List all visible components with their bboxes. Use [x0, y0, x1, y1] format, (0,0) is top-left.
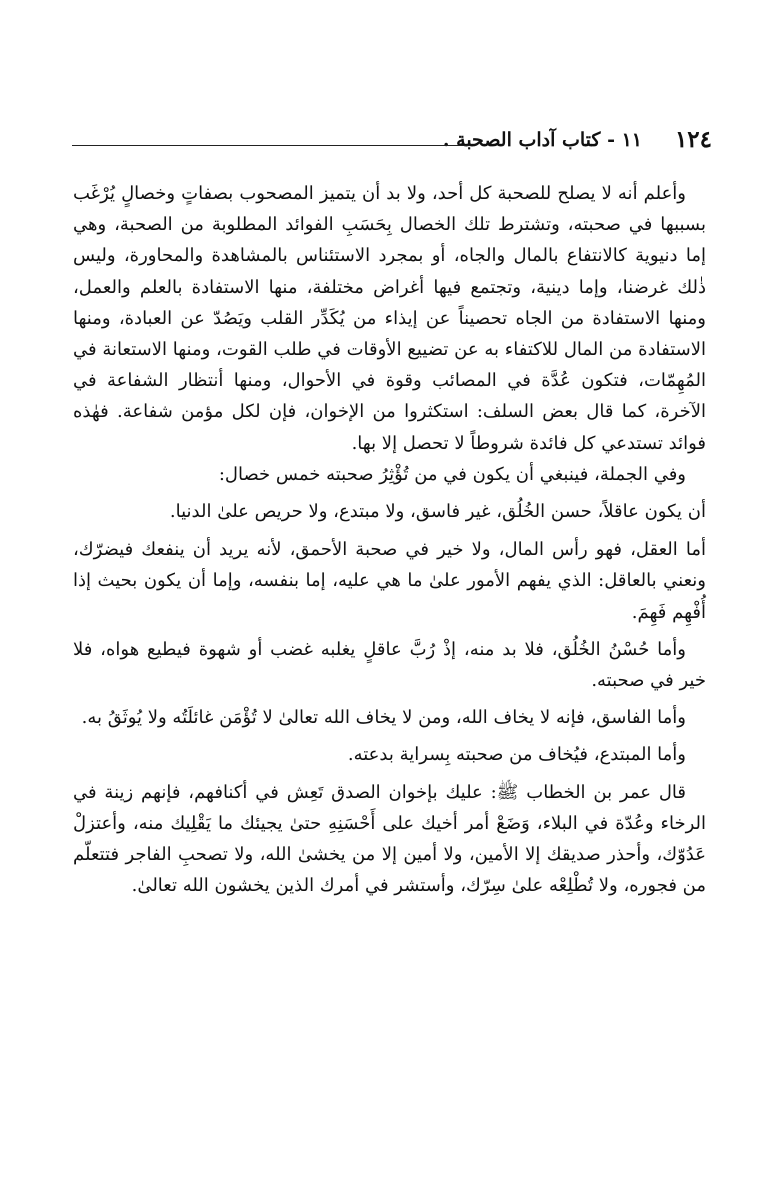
running-title: ١١ - كتاب آداب الصحبة .: [442, 129, 642, 151]
paragraph: أن يكون عاقلاً، حسن الخُلُق، غير فاسق، ولا مبتدع، ولا حريص علىٰ الدنيا.: [169, 501, 706, 523]
paragraph: وفي الجملة، فينبغي أن يكون في من تُؤْثِرُ صحبته خمس خصال:: [218, 463, 686, 485]
page-body: [73, 178, 706, 901]
paragraph: قال عمر بن الخطاب ﷺ: عليك بإخوان الصدق تَعِش في أكنافهم، فإنهم زينة في الرخاء وعُدّة في البلاء، وَضَعْ أمر أخيك على أَحْسَنِهِ حتىٰ يجيئك ما يَقْلِيك منه، وأعتزلْ عَدُوّك، وأحذر صديقك إلا الأمين، ولا أمين إلا من يخشىٰ الله، ولا تصحبِ الفاجر فتتعلّم من فجوره، ولا تُطْلِعْه علىٰ سِرّك، وأستشر في أمرك الذين يخشون الله تعالىٰ.: [73, 781, 706, 897]
page-number: ١٢٤: [674, 126, 712, 153]
page-header: [72, 123, 712, 157]
paragraph: وأعلم أنه لا يصلح للصحبة كل أحد، ولا بد أن يتميز المصحوب بصفاتٍ وخصالٍ يُرْغَب بسببها في صحبته، وتشترط تلك الخصال بِحَسَبِ الفوائد المطلوبة من الصحبة، وهي إما دنيوية كالانتفاع بالمال والجاه، أو بمجرد الاستئناس بالمشاهدة والمحاورة، وليس ذٰلك غرضنا، وإما دينية، وتجتمع فيها أغراض مختلفة، منها الاستفادة بالعلم والعمل، ومنها الاستفادة من الجاه تحصيناً عن إيذاء من يُكَدِّر القلب ويَصُدّ عن العبادة، ومنها الاستفادة من المال للاكتفاء به عن تضييع الأوقات في طلب القوت، ومنها الاستعانة في المُهِمّات، فتكون عُدَّة في المصائب وقوة في الأحوال، ومنها أنتظار الشفاعة في الآخرة، كما قال بعض السلف: استكثروا من الإخوان، فإن لكل مؤمن شفاعة. فهٰذه فوائد تستدعي كل فائدة شروطاً لا تحصل إلا بها.: [73, 183, 706, 454]
paragraph: وأما الفاسق، فإنه لا يخاف الله، ومن لا يخاف الله تعالىٰ لا تُؤْمَن غائلَتُه ولا يُوثَقُ به.: [81, 707, 686, 729]
paragraph: وأما حُسْنُ الخُلُق، فلا بد منه، إذْ رُبَّ عاقلٍ يغلبه غضب أو شهوة فيطيع هواه، فلا خير في صحبته.: [73, 638, 706, 692]
paragraph: أما العقل، فهو رأس المال، ولا خير في صحبة الأحمق، لأنه يريد أن ينفعك فيضرّك، ونعني بالعاقل: الذي يفهم الأمور علىٰ ما هي عليه، إما بنفسه، وإما أن يكون بحيث إذا أُفْهِم فَهِمَ.: [73, 539, 706, 623]
paragraph: وأما المبتدع، فيُخاف من صحبته بِسراية بدعته.: [347, 744, 686, 766]
header-rule: [72, 145, 470, 146]
